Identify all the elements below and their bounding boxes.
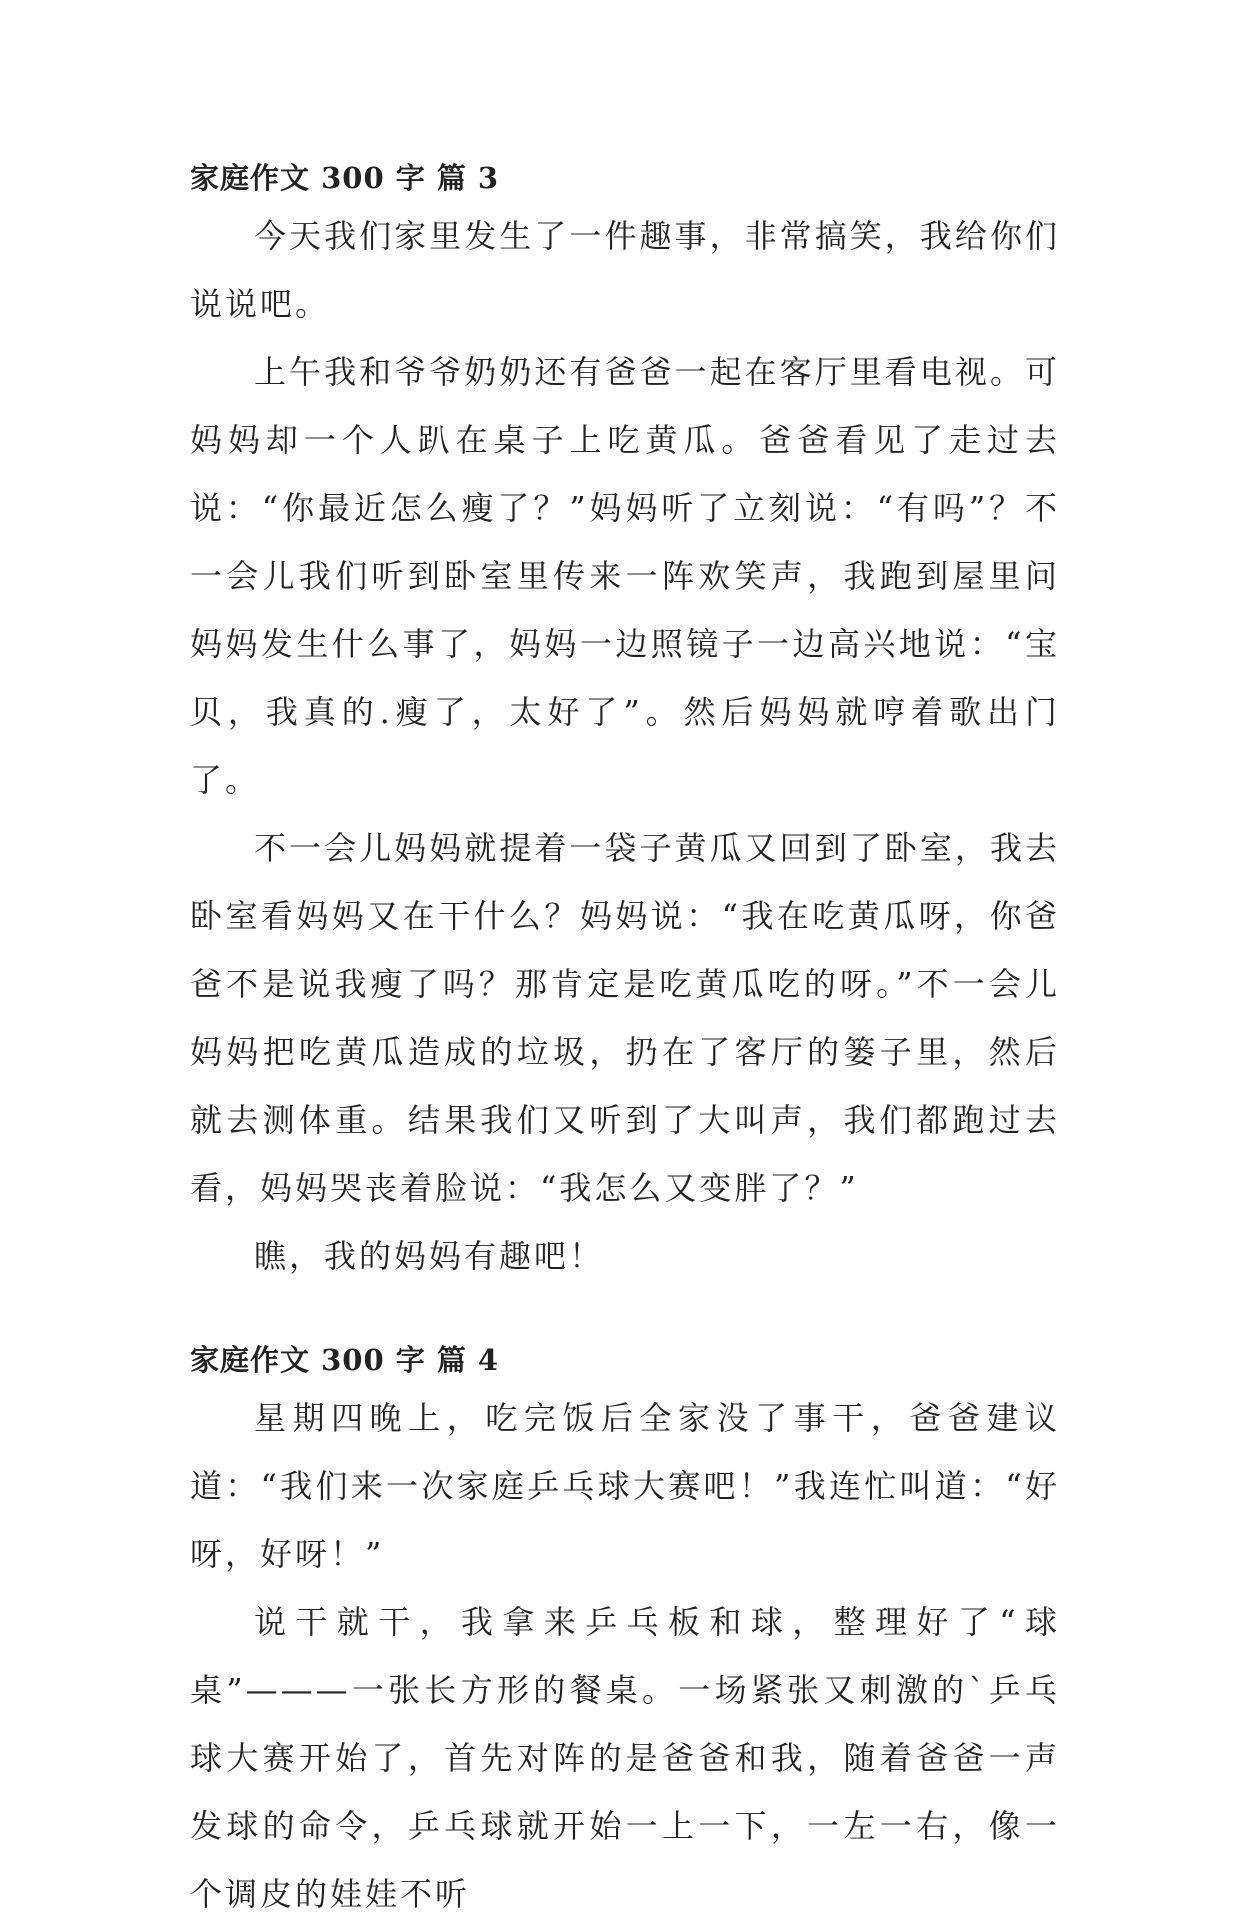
- section-3-paragraph-4: 瞧，我的妈妈有趣吧！: [254, 1237, 605, 1275]
- section-3-paragraph-1: 今天我们家里发生了一件趣事，非常搞笑，我给你们说说吧。: [190, 217, 1060, 323]
- section-3-paragraph-3: 不一会儿妈妈就提着一袋子黄瓜又回到了卧室，我去卧室看妈妈又在干什么？妈妈说：“我在吃黄瓜呀，你爸爸不是说我瘦了吗？那肯定是吃黄瓜吃的呀。”不一会儿妈妈把吃黄瓜造成的垃圾，扔在了客厅的篓子里，然后就去测体重。结果我们又听到了大叫声，我们都跑过去看，妈妈哭丧着脸说：“我怎么又变胖了？”: [190, 829, 1060, 1207]
- section-3-title: 家庭作文 300 字 篇 3: [190, 161, 500, 195]
- section-3-paragraph-2: 上午我和爷爷奶奶还有爸爸一起在客厅里看电视。可妈妈却一个人趴在桌子上吃黄瓜。爸爸看见了走过去说：“你最近怎么瘦了？”妈妈听了立刻说：“有吗”？不一会儿我们听到卧室里传来一阵欢笑声，我跑到屋里问妈妈发生什么事了，妈妈一边照镜子一边高兴地说：“宝贝，我真的.瘦了，太好了”。然后妈妈就哼着歌出门了。: [190, 353, 1060, 799]
- section-4-title: 家庭作文 300 字 篇 4: [190, 1343, 500, 1377]
- section-4-paragraph-2: 说干就干，我拿来乒乓板和球，整理好了“球桌”———一张长方形的餐桌。一场紧张又刺激的`乒乓球大赛开始了，首先对阵的是爸爸和我，随着爸爸一声发球的命令，乒乓球就开始一上一下，一左一右，像一个调皮的娃娃不听: [190, 1603, 1060, 1913]
- section-4-paragraph-1: 星期四晚上，吃完饭后全家没了事干，爸爸建议道：“我们来一次家庭乒乓球大赛吧！”我连忙叫道：“好呀，好呀！”: [190, 1399, 1060, 1573]
- document-page: [190, 158, 1060, 1928]
